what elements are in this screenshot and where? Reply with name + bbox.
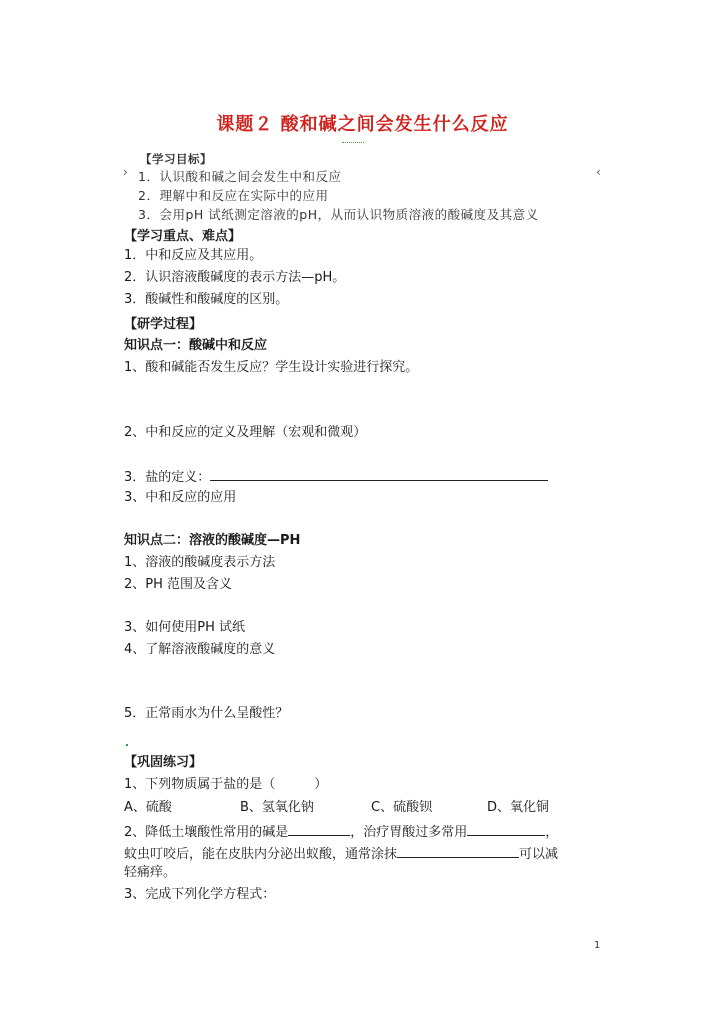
key-point-2: 2．认识溶液酸碱度的表示方法—pH。 — [124, 270, 346, 285]
goal-item-2: 2．理解中和反应在实际中的应用 — [138, 188, 329, 203]
key-point-1: 1．中和反应及其应用。 — [124, 248, 263, 263]
page-number: 1 — [594, 940, 601, 951]
q2-blank-1 — [288, 822, 350, 836]
process-header: 【研学过程】 — [124, 317, 203, 332]
practice-q2-line3: 轻痛痒。 — [124, 865, 177, 880]
kp2-item-2: 2、PH 范围及含义 — [124, 577, 233, 592]
q2-text-3: ， — [545, 825, 559, 840]
kp2-item-3: 3、如何使用PH 试纸 — [124, 620, 246, 635]
goals-right-mark: ‹ — [596, 165, 601, 179]
salt-definition-blank — [210, 467, 548, 481]
kp2-item-5: 5．正常雨水为什么呈酸性？ — [124, 706, 289, 721]
q1-option-b: B、氢氧化钠 — [240, 800, 314, 815]
q2-blank-3 — [397, 844, 519, 858]
kp2-item-1: 1、溶液的酸碱度表示方法 — [124, 555, 276, 570]
practice-header: 【巩固练习】 — [124, 755, 203, 770]
kp1-item-3 — [124, 467, 548, 486]
goals-left-mark: › — [123, 165, 128, 179]
q2-text-5: 可以减 — [519, 847, 559, 862]
kp2-item-4: 4、了解溶液酸碱度的意义 — [124, 642, 276, 657]
dotted-decoration — [342, 142, 364, 143]
q2-text-4: 蚊虫叮咬后，能在皮肤内分泌出蚁酸，通常涂抹 — [124, 847, 398, 862]
goals-header: 【学习目标】 — [140, 152, 212, 166]
practice-q3: 3、完成下列化学方程式： — [124, 887, 276, 902]
q1-option-a: A、硫酸 — [124, 800, 172, 815]
q2-text-1: 2、降低土壤酸性常用的碱是 — [124, 825, 289, 840]
practice-q1: 1、下列物质属于盐的是（ ） — [124, 777, 328, 792]
q2-blank-2 — [467, 822, 545, 836]
practice-q2-line2 — [124, 844, 558, 863]
practice-q2-line1 — [124, 822, 558, 841]
kp2-title: 知识点二：溶液的酸碱度—PH — [124, 533, 301, 548]
key-point-3: 3．酸碱性和酸碱度的区别。 — [124, 292, 289, 307]
green-mark — [126, 744, 128, 746]
salt-definition-label: 3．盐的定义： — [124, 470, 211, 485]
q1-option-d: D、氧化铜 — [487, 800, 550, 815]
q1-option-c: C、硫酸钡 — [371, 800, 433, 815]
key-points-header: 【学习重点、难点】 — [124, 229, 242, 244]
kp1-item-2: 2、中和反应的定义及理解（宏观和微观） — [124, 425, 367, 440]
kp1-item-1: 1、酸和碱能否发生反应？学生设计实验进行探究。 — [124, 360, 419, 375]
goal-item-3: 3．会用pH 试纸测定溶液的pH，从而认识物质溶液的酸碱度及其意义 — [138, 207, 539, 222]
kp1-item-4: 3、中和反应的应用 — [124, 490, 237, 505]
goal-item-1: 1．认识酸和碱之间会发生中和反应 — [138, 169, 342, 184]
page-title: 课题２ 酸和碱之间会发生什么反应 — [216, 114, 509, 135]
kp1-title: 知识点一：酸碱中和反应 — [124, 338, 268, 353]
q2-text-2: ，治疗胃酸过多常用 — [350, 825, 468, 840]
